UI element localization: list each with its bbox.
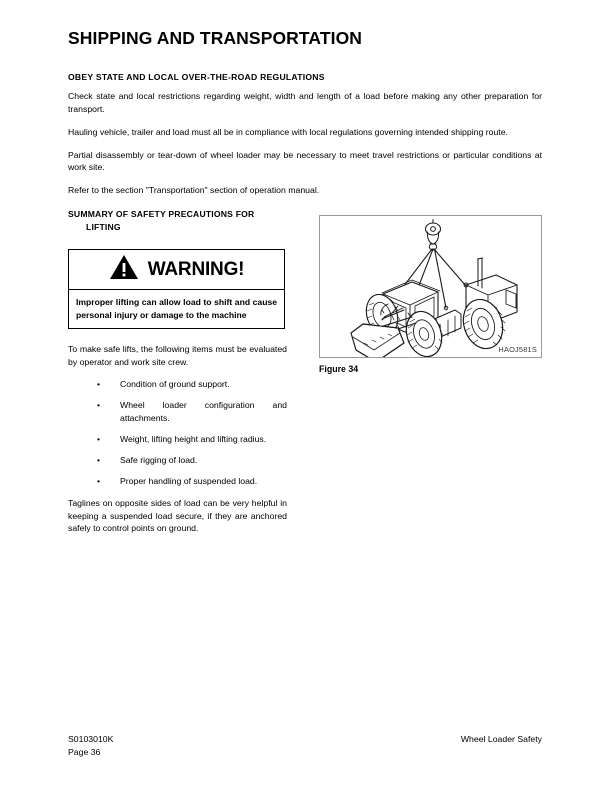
page-number: Page 36 bbox=[68, 746, 101, 757]
paragraph: Check state and local restrictions regarding weight, width and length of a load before making any other preparation for transport. bbox=[68, 91, 542, 114]
figure-caption: Figure 34 bbox=[319, 364, 359, 374]
figure-34 bbox=[319, 215, 542, 374]
footer-section-label: Wheel Loader Safety bbox=[460, 734, 542, 744]
footer-left bbox=[68, 733, 113, 758]
paragraph: To make safe lifts, the following items must be evaluated by operator and work site crew. bbox=[68, 344, 287, 367]
warning-label: WARNING! bbox=[147, 259, 245, 280]
intro-paragraphs bbox=[68, 90, 542, 197]
warning-box bbox=[68, 249, 285, 329]
paragraph: Partial disassembly or tear-down of wheel loader may be necessary to meet travel restrictions or particular conditions at work site. bbox=[68, 149, 542, 173]
subsection-heading-line1: SUMMARY OF SAFETY PRECAUTIONS FOR bbox=[68, 209, 255, 219]
figure-image-frame bbox=[319, 215, 542, 358]
paragraph: Refer to the section "Transportation" section of operation manual. bbox=[68, 185, 320, 196]
warning-header bbox=[69, 250, 284, 290]
page-title: SHIPPING AND TRANSPORTATION bbox=[68, 28, 363, 48]
subsection-heading-line2: LIFTING bbox=[86, 221, 121, 232]
document-number: S0103010K bbox=[68, 734, 114, 744]
paragraph: Taglines on opposite sides of load can be very helpful in keeping a suspended load secure, if they are anchored safely to control points on ground. bbox=[68, 497, 287, 534]
warning-message: Improper lifting can allow load to shift and cause personal injury or damage to the machine bbox=[76, 297, 277, 320]
list-item: • Safe rigging of load. bbox=[68, 454, 287, 467]
subsection-heading bbox=[68, 208, 287, 233]
list-item: • Wheel loader configuration and attachments. bbox=[68, 399, 287, 424]
list-item: • Proper handling of suspended load. bbox=[68, 475, 287, 488]
list-item: • Weight, lifting height and lifting radius. bbox=[68, 433, 287, 446]
left-column bbox=[68, 208, 287, 545]
page-footer bbox=[68, 733, 542, 758]
safety-items-list bbox=[68, 378, 287, 488]
wheel-loader-lifted-by-crane-slings-illustration bbox=[320, 216, 541, 357]
section-heading: OBEY STATE AND LOCAL OVER-THE-ROAD REGULATIONS bbox=[68, 72, 325, 82]
list-item: • Condition of ground support. bbox=[68, 378, 287, 391]
warning-triangle-icon bbox=[109, 254, 139, 285]
figure-code-label: HAOJ581S bbox=[498, 345, 537, 354]
paragraph: Hauling vehicle, trailer and load must all be in compliance with local regulations governing intended shipping route. bbox=[68, 126, 508, 137]
